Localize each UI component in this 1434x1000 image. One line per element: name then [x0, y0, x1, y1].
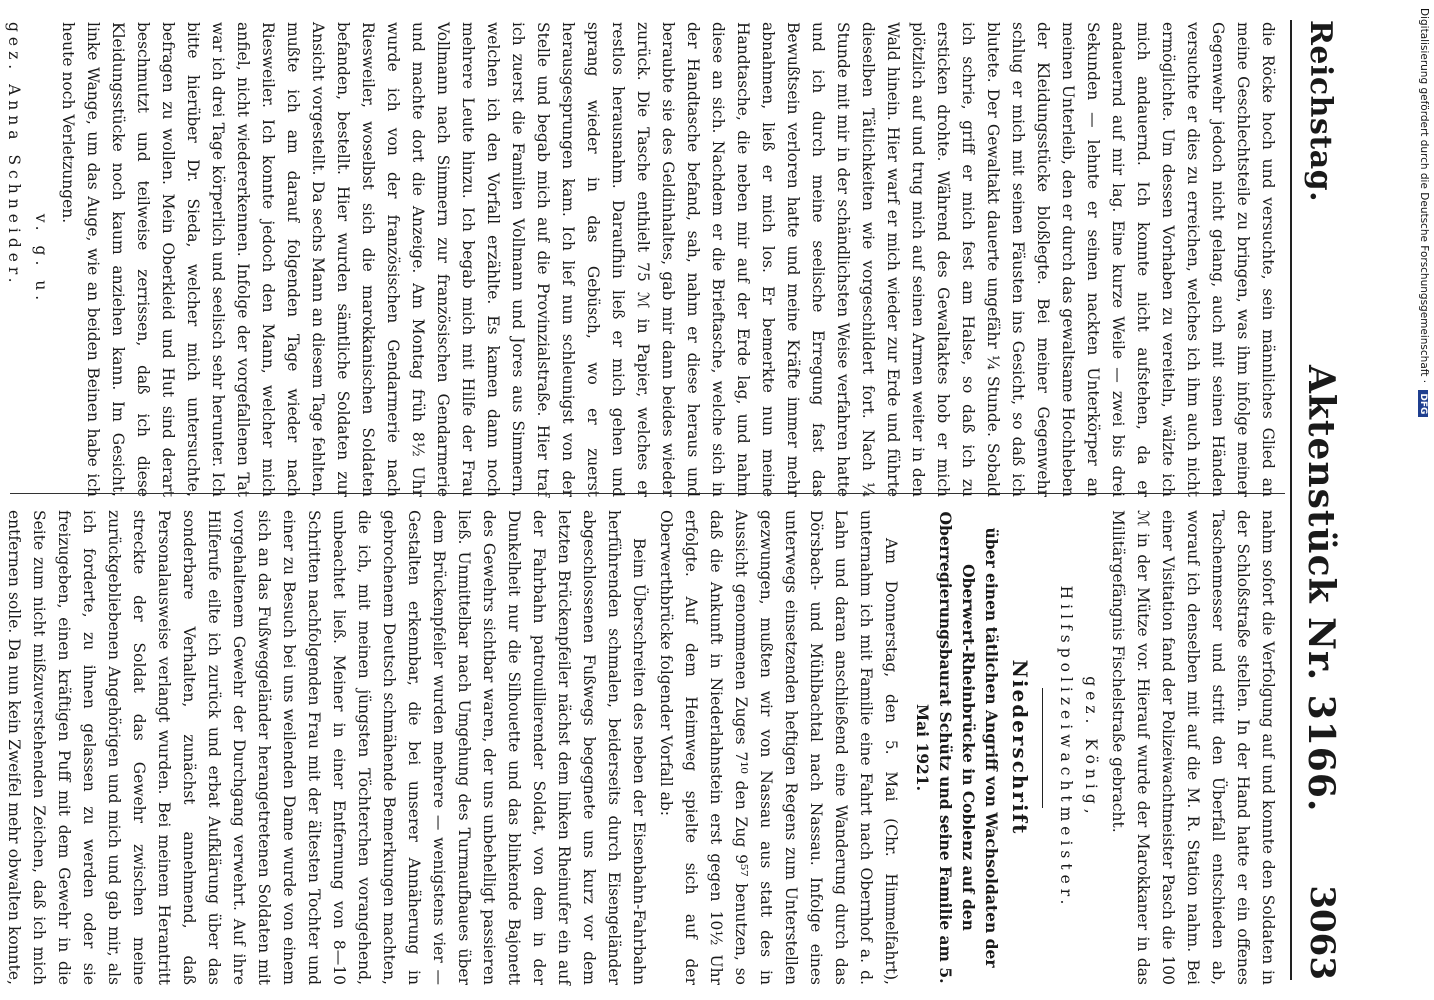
digitization-credit — [1410, 8, 1434, 708]
right-paragraph-2: Am Donnerstag, den 5. Mai (Chr. Himmelfahrt), unternahm ich mit Familie eine Fahrt nach Obernhof a. d. Lahn und daran anschließend eine Wanderung durch das Dörsbach- und Mühlbachtal nach Nassau. Infolge eines unterwegs einsetzenden heftigen Regens zum Unterstellen gezwungen, mußten wir von Nassau aus statt des in Aussicht genommenen Zuges 7¹⁰ den Zug 9⁵⁷ benutzen, so daß die Ankunft in Niederlahnstein erst gegen 10½ Uhr erfolgte. Auf dem Heimweg spielte sich auf der Oberwerthbrücke folgender Vorfall ab: — [657, 510, 900, 985]
right-paragraph-1: nahm sofort die Verfolgung auf und konnte den Soldaten in der Schloßstraße stellen. In der Hand hatte er ein offenes Taschenmesser und stritt den Überfall entschieden ab, worauf ich denselben mit auf die M. R. Station nahm. Bei einer Visitation fand der Polizeiwachtmeister Pasch die 100 ℳ in der Mütze vor. Hierauf wurde der Marokkaner in das Militärgefängnis Fischelstraße gebracht. — [1109, 510, 1277, 985]
header-title: Aktenstück Nr. 3166. — [1300, 365, 1342, 813]
column-divider — [10, 493, 1285, 494]
dfg-logo: DFG — [1418, 390, 1428, 417]
header-rule — [1290, 20, 1292, 980]
section-subtitle: über einen tätlichen Angriff von Wachsoldaten der Oberwert-Rheinbrücke in Coblenz auf den Oberregierungsbaurat Schütz und seine Familie am 5. Mai 1921. — [913, 511, 1001, 984]
credit-text: Digitalisierung gefördert durch die Deutsche Forschungsgemeinschaft · — [1418, 8, 1430, 384]
left-column — [5, 22, 1280, 497]
credit-line — [1410, 8, 1430, 698]
section-divider-right — [1042, 688, 1043, 808]
vgu-line: v. g. u. — [32, 213, 50, 306]
right-column — [5, 510, 1280, 985]
signature-schneider: gez. Anna Schneider. — [5, 22, 23, 288]
section-title: Niederschrift — [1008, 659, 1032, 836]
page-header — [1292, 20, 1352, 980]
header-left: Reichstag. — [1303, 20, 1338, 203]
right-paragraph-3: Beim Überschreiten des neben der Eisenbahn-Fahrbahn herführenden schmalen, beiderseits durch Eisengeländer abgeschlossenen Fußwegs begegnete uns kurz vor dem letzten Brückenpfeiler nächst dem linken Rheinufer ein auf der Fahrbahn patrouillierender Soldat, von dem in der Dunkelheit nur die Silhouette und das blinkende Bajonett des Gewehrs sichtbar waren, der uns unbehelligt passieren ließ. Unmittelbar nach Umgehung des Turmaufbaues über dem Brückenpfeiler wurden mehrere — wenigstens vier — Gestalten erkennbar, die bei unserer Annäherung in gebrochenem Deutsch schmähende Bemerkungen machten, die ich, mit meinen jüngsten Töchterchen vorangehend, unbeachtet ließ. Meiner in einer Entfernung von 8—10 Schritten nachfolgenden Frau mit der ältesten Tochter und einer zu Besuch bei uns weilenden Dame wurde von einem sich an das Fußweggeländer herangetretenen Soldaten mit vorgehaltenem Gewehr der Durchgang verwehrt. Auf ihre Hilferufe eilte ich zurück und erbat Aufklärung über das sonderbare Verhalten, zunächst annehmend, daß Personalausweise verlangt wurden. Bei meinem Herantritt streckte der Soldat das Gewehr zwischen meine zurückgebliebenen Angehörigen und mich und gab mir, als ich forderte, zu ihnen gelassen zu werden oder sie freizugeben, einen kräftigen Puff mit dem Gewehr in die Seite zum nicht mißzuverstehenden Zeichen, daß ich mich entfernen solle. Da nun kein Zweifel mehr obwalten konnte, — [5, 510, 648, 985]
page-number: 3063 — [1302, 885, 1342, 980]
left-paragraph-1: die Röcke hoch und versuchte, sein männliches Glied an meine Geschlechtsteile zu bringen, was ihm infolge meiner Gegenwehr jedoch nicht gelang, auch mit seinen Händen versuchte er dies zu erreichen, welches ich ihm auch nicht ermöglichte. Um dessen Vorhaben zu vereiteln, wälzte ich mich andauernd. Ich konnte nicht aufstehen, da er andauernd auf mir lag. Eine kurze Weile — zwei bis drei Sekunden — lehnte er seinen nackten Unterkörper an meinen Unterleib, den er durch das gewaltsame Hochheben der Kleidungsstücke bloßlegte. Bei meiner Gegenwehr schlug er mich mit seinen Fäusten ins Gesicht, so daß ich blutete. Der Gewaltakt dauerte ungefähr ¼ Stunde. Sobald ich schrie, griff er mich fest am Halse, so daß ich zu ersticken drohte. Während des Gewaltaktes hob er mich plötzlich auf und trug mich auf seinen Armen weiter in den Wald hinein. Hier warf er mich wieder zur Erde und führte dieselben Tätlichkeiten wie vorgeschildert fort. Nach ¼ Stunde mit mir in der schändlichsten Weise verfahren hatte und ich durch meine seelische Erregung fast das Bewußtsein verloren hatte und meine Kräfte immer mehr abnahmen, ließ er mich los. Er bemerkte nun meine Handtasche, die neben mir auf der Erde lag, und nahm diese an sich. Nachdem er die Brieftasche, welche sich in der Handtasche befand, sah, nahm er diese heraus und beraubte sie des Geldinhaltes, gab mir dann beides wieder zurück. Die Tasche enthielt 75 ℳ in Papier, welches er restlos herausnahm. Daraufhin ließ er mich gehen und sprang wieder in das Gebüsch, wo er zuerst herausgesprungen kam. Ich lief nun schleunigst von der Stelle und begab mich auf die Provinzialstraße. Hier traf ich zuerst die Familien Vollmann und Jores aus Simmern, welchen ich den Vorfall erzählte. Es kamen dann noch mehrere Leute hinzu. Ich begab mich mit Hilfe der Frau Vollmann nach Simmern zur französischen Gendarmerie und machte dort die Anzeige. Am Montag früh 8½ Uhr wurde ich von der französischen Gendarmerie nach Riesweiler, woselbst sich die marokkanischen Soldaten befanden, bestellt. Hier wurden sämtliche Soldaten zur Ansicht vorgestellt. Da sechs Mann an diesem Tage fehlten, mußte ich am darauf folgenden Tage wieder nach Riesweiler. Ich konnte jedoch den Mann, welcher mich anfiel, nicht wiedererkennen. Infolge der vorgefallenen Tat war ich drei Tage körperlich und seelisch sehr herunter. Ich bitte hierüber Dr. Sieda, welcher mich untersuchte, befragen zu wollen. Mein Oberkleid und Hut sind derart beschmutzt und teilweise zerrissen, daß ich diese Kleidungsstücke noch kaum anziehen kann. Im Gesicht, linke Wange, um das Auge, wie an beiden Beinen habe ich heute noch Verletzungen. — [59, 22, 1277, 497]
signature-koenig: gez. König, Hilfspolizeiwachtmeister. — [1057, 585, 1100, 910]
